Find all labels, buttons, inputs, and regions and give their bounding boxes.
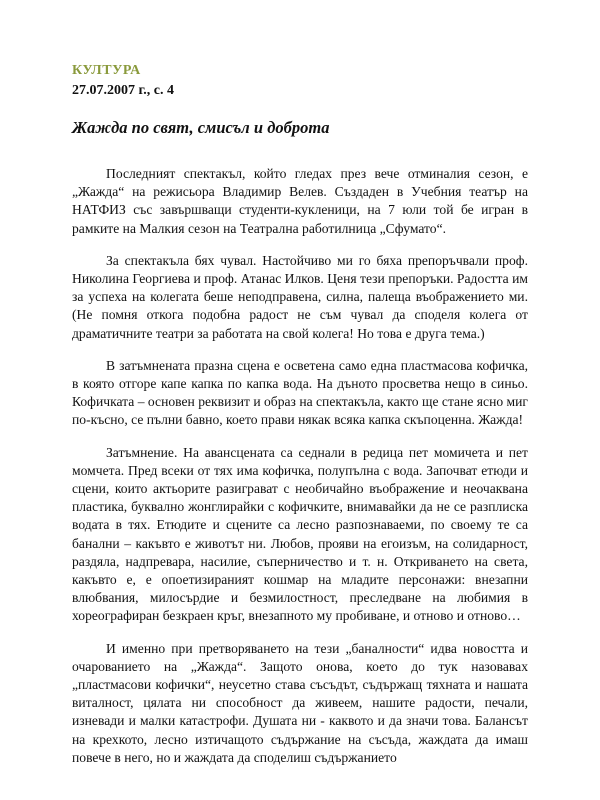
paragraph: Последният спектакъл, който гледах през вече отминалия сезон, е „Жажда“ на режисьора Владимир Велев. Създаден в Учебния театър на НАТФИЗ със завършващи студенти-кукленици, на 7 юли той бе игран в рамките на Малкия сезон на Театрална работилница „Сфумато“. [72, 166, 528, 236]
article-page [72, 62, 528, 781]
publication-date: 27.07.2007 г., с. 4 [72, 83, 174, 98]
paragraph: И именно при претворяването на тези „баналности“ идва новостта и очарованието на „Жажда“. Защото онова, което до тук назовавах „пластмасови кофички“, неусетно става съсъдът, съдържащ тяхната и нашата виталност, цялата ни способност да живеем, нашите радости, печали, изневади и малки катастрофи. Душата ни - каквото и да значи това. Балансът на крехкото, лесно изтичащото съдържание на съсъда, жаждата да имаш повече в него, но и жаждата да споделиш съдържанието [72, 640, 528, 765]
article-title: Жажда по свят, смисъл и доброта [72, 118, 330, 137]
article-body [72, 165, 528, 767]
paragraph: В затъмнената празна сцена е осветена само една пластмасова кофичка, в която отгоре капе капка по капка вода. На дъното просветва нещо в синьо. Кофичката – основен реквизит и образ на спектакъла, както ще стане ясно миг по-късно, се пълни бавно, което прави някак всяка капка скъпоценна. Жажда! [72, 357, 528, 428]
paragraph: Затъмнение. На авансцената са седнали в редица пет момичета и пет момчета. Пред всеки от тях има кофичка, полупълна с вода. Започват етюди и сцени, които актьорите разиграват с необичайно въображение и неочаквана пластика, буквално жонглирайки с кофичките, внимавайки да не се разплиска водата в тях. Етюдите и сцените са лесно разпознаваеми, по своему те са банални – какъвто е животът ни. Любов, прояви на егоизъм, на солидарност, раздяла, надпревара, насилие, съперничество и т. н. Откриването на света, какъвто е, е опоетизираният кошмар на младите персонажи: внезапни влюбвания, милосърдие и безмилостност, преследване на любимия в хореографиран безкраен кръг, внезапното му пробиване, и отново и отново… [72, 444, 528, 624]
paragraph: За спектакъла бях чувал. Настойчиво ми го бяха препоръчвали проф. Николина Георгиева и проф. Атанас Илков. Ценя тези препоръки. Радостта им за успеха на колегата беше неподправена, силна, палеща въображението ми. (Не помня откога подобна радост не съм чувал да споделя колега от драматичните театри за работата на свой колега! Но това е друга тема.) [72, 252, 528, 341]
newspaper-masthead: КУЛТУРА [72, 63, 141, 78]
